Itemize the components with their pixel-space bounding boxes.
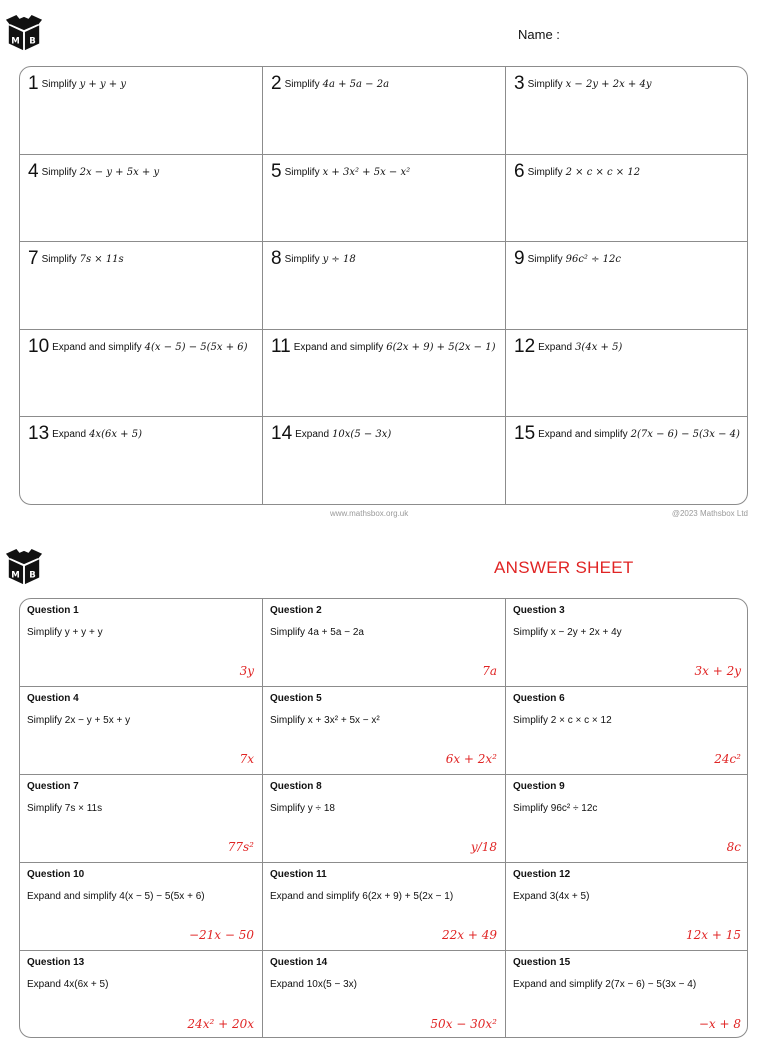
answer-cell	[20, 599, 263, 687]
svg-text:B: B	[29, 570, 36, 581]
question-number: 4	[28, 160, 39, 182]
question-cell	[263, 67, 506, 155]
question-expression: 96c² ÷ 12c	[565, 254, 621, 266]
answer-sheet-title: ANSWER SHEET	[494, 558, 634, 577]
answer-question-heading: Question 8	[270, 781, 322, 792]
question-number: 9	[514, 248, 525, 270]
question-cell	[20, 330, 263, 418]
question-expression: y + y + y	[79, 79, 127, 90]
svg-text:M: M	[11, 36, 20, 47]
question-number: 7	[28, 248, 39, 270]
answer-question-text: Simplify y ÷ 18	[270, 803, 335, 814]
footer-copyright: @2023 Mathsbox Ltd	[671, 509, 748, 518]
answer-cell	[506, 775, 748, 863]
question-instruction: Simplify	[527, 79, 563, 90]
question-number: 2	[271, 73, 282, 94]
answer-question-text: Simplify x + 3x² + 5x − x²	[270, 715, 380, 726]
question-number: 11	[271, 335, 291, 357]
question-cell	[506, 330, 748, 418]
answer-question-heading: Question 5	[270, 693, 322, 704]
answer-cell	[263, 599, 506, 687]
question-number: 6	[514, 160, 525, 182]
question-cell	[263, 155, 506, 243]
question-instruction: Simplify	[527, 166, 563, 178]
question-cell	[506, 417, 748, 505]
question-instruction: Simplify	[284, 79, 320, 90]
mathsbox-logo	[5, 14, 43, 52]
answer-value: 12x + 15	[686, 928, 741, 942]
worksheet-grid	[19, 66, 748, 505]
answer-cell	[20, 687, 263, 775]
question-expression: 4a + 5a − 2a	[322, 79, 390, 90]
answer-cell	[263, 775, 506, 863]
answer-question-text: Expand and simplify 4(x − 5) − 5(5x + 6)	[27, 891, 205, 902]
answer-cell	[506, 687, 748, 775]
question-instruction: Expand and simplify	[293, 341, 384, 353]
question-instruction: Simplify	[41, 79, 77, 90]
answer-cell	[506, 951, 748, 1038]
answer-question-text: Expand and simplify 6(2x + 9) + 5(2x − 1)	[270, 891, 454, 902]
answer-cell	[20, 775, 263, 863]
question-number: 10	[28, 335, 50, 357]
answer-question-text: Expand 4x(6x + 5)	[27, 979, 109, 990]
question-expression: 3(4x + 5)	[575, 341, 623, 353]
answer-value: −x + 8	[698, 1017, 741, 1031]
answer-question-heading: Question 3	[513, 605, 565, 616]
question-instruction: Expand	[52, 429, 87, 441]
question-cell	[506, 155, 748, 243]
question-number: 15	[514, 423, 536, 445]
answer-question-heading: Question 10	[27, 869, 85, 880]
answer-cell	[263, 687, 506, 775]
question-number: 1	[28, 73, 39, 94]
question-cell	[263, 417, 506, 505]
answer-question-heading: Question 15	[513, 957, 571, 968]
answer-question-text: Simplify x − 2y + 2x + 4y	[513, 627, 622, 638]
question-instruction: Simplify	[41, 254, 77, 266]
question-cell	[20, 242, 263, 330]
question-cell	[263, 330, 506, 418]
question-instruction: Expand and simplify	[52, 341, 142, 353]
question-instruction: Simplify	[527, 254, 563, 266]
answer-value: 7a	[482, 664, 497, 678]
question-expression: 2(7x − 6) − 5(3x − 4)	[630, 429, 740, 441]
answer-question-heading: Question 13	[27, 957, 85, 968]
question-expression: 4x(6x + 5)	[89, 429, 142, 441]
answer-cell	[20, 951, 263, 1038]
question-instruction: Simplify	[41, 166, 77, 178]
question-number: 14	[271, 423, 293, 445]
answer-question-text: Expand and simplify 2(7x − 6) − 5(3x − 4)	[513, 979, 697, 990]
answer-value: 8c	[726, 840, 741, 854]
answer-value: 24c²	[714, 752, 741, 766]
answer-question-heading: Question 2	[270, 605, 322, 616]
question-expression: x + 3x² + 5x − x²	[322, 166, 411, 178]
name-label: Name :	[518, 27, 560, 42]
answer-grid	[19, 598, 748, 1038]
answer-value: 6x + 2x²	[445, 752, 497, 766]
question-expression: 7s × 11s	[79, 254, 124, 266]
answer-value: 22x + 49	[442, 928, 497, 942]
answer-cell	[263, 951, 506, 1038]
question-expression: y ÷ 18	[322, 254, 356, 266]
answer-question-heading: Question 6	[513, 693, 565, 704]
answer-value: 77s²	[227, 840, 254, 854]
answer-value: 3x + 2y	[694, 664, 741, 678]
question-instruction: Simplify	[284, 254, 320, 266]
answer-question-heading: Question 4	[27, 693, 79, 704]
question-number: 8	[271, 248, 282, 270]
answer-value: 24x² + 20x	[187, 1017, 254, 1031]
answer-question-heading: Question 7	[27, 781, 79, 792]
question-instruction: Expand	[538, 341, 573, 353]
question-expression: 2x − y + 5x + y	[79, 166, 160, 178]
question-cell	[20, 67, 263, 155]
question-instruction: Expand	[295, 429, 330, 441]
question-number: 5	[271, 160, 282, 182]
answer-cell	[263, 863, 506, 951]
answer-question-text: Simplify 7s × 11s	[27, 803, 103, 814]
question-expression: 4(x − 5) − 5(5x + 6)	[144, 341, 248, 353]
question-instruction: Expand and simplify	[538, 429, 628, 441]
question-expression: x − 2y + 2x + 4y	[565, 79, 652, 90]
footer-url: www.mathsbox.org.uk	[330, 509, 409, 518]
answer-value: 3y	[239, 664, 254, 678]
question-cell	[506, 242, 748, 330]
answer-cell	[506, 863, 748, 951]
question-expression: 2 × c × c × 12	[565, 166, 641, 178]
question-cell	[506, 67, 748, 155]
question-number: 13	[28, 423, 50, 445]
svg-text:B: B	[29, 36, 36, 47]
answer-value: −21x − 50	[188, 928, 254, 942]
answer-cell	[20, 863, 263, 951]
question-instruction: Simplify	[284, 166, 320, 178]
answer-question-heading: Question 9	[513, 781, 565, 792]
answer-question-heading: Question 12	[513, 869, 571, 880]
question-number: 3	[514, 73, 525, 94]
answer-question-text: Simplify 4a + 5a − 2a	[270, 627, 364, 638]
answer-value: 50x − 30x²	[430, 1017, 497, 1031]
question-number: 12	[514, 335, 536, 357]
svg-text:M: M	[11, 570, 20, 581]
answer-question-heading: Question 11	[270, 869, 327, 880]
answer-question-text: Simplify 2x − y + 5x + y	[27, 715, 131, 726]
question-cell	[20, 417, 263, 505]
answer-question-text: Simplify 96c² ÷ 12c	[513, 803, 598, 814]
question-cell	[263, 242, 506, 330]
question-expression: 6(2x + 9) + 5(2x − 1)	[386, 341, 496, 353]
answer-question-heading: Question 1	[27, 605, 79, 616]
answer-question-text: Simplify 2 × c × c × 12	[513, 715, 612, 726]
answer-question-heading: Question 14	[270, 957, 328, 968]
answer-cell	[506, 599, 748, 687]
answer-value: 7x	[239, 752, 254, 766]
question-expression: 10x(5 − 3x)	[332, 429, 392, 441]
answer-value: y/18	[470, 840, 497, 854]
mathsbox-logo	[5, 548, 43, 586]
answer-question-text: Expand 3(4x + 5)	[513, 891, 590, 902]
question-cell	[20, 155, 263, 243]
answer-question-text: Simplify y + y + y	[27, 627, 103, 638]
answer-question-text: Expand 10x(5 − 3x)	[270, 979, 357, 990]
